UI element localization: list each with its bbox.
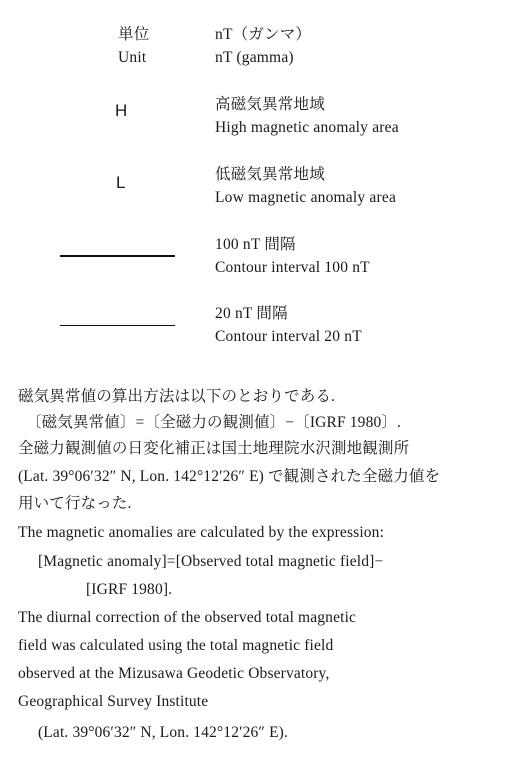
note-line: The diurnal correction of the observed total magnetic [18,609,357,626]
contour20-en: Contour interval 20 nT [215,328,362,345]
low-label-ja: 低磁気異常地域 [215,166,325,183]
note-line: [Magnetic anomaly]=[Observed total magnetic field]− [38,553,384,570]
note-line: 全磁力観測値の日変化補正は国土地理院水沢測地観測所 [18,440,410,457]
contour100-en: Contour interval 100 nT [215,259,370,276]
note-line: 用いて行なった. [18,495,132,512]
high-label-en: High magnetic anomaly area [215,119,399,136]
unit-label-ja: 単位 [118,26,150,43]
note-line: Geographical Survey Institute [18,693,209,710]
contour-line-20 [60,325,175,326]
high-symbol: H [115,101,128,120]
note-line: (Lat. 39°06′32″ N, Lon. 142°12′26″ E). [38,724,289,741]
note-line: [IGRF 1980]. [86,581,173,598]
unit-value-en: nT (gamma) [215,49,294,66]
high-label-ja: 高磁気異常地域 [215,96,325,113]
note-line: The magnetic anomalies are calculated by the expression: [18,524,385,541]
note-line: observed at the Mizusawa Geodetic Observatory, [18,665,330,682]
low-symbol: L [116,173,126,192]
contour100-ja: 100 nT 間隔 [215,236,296,253]
unit-label-en: Unit [118,49,147,66]
note-line: 磁気異常値の算出方法は以下のとおりである. [18,388,336,405]
note-line: field was calculated using the total magnetic field [18,637,334,654]
unit-value-ja: nT（ガンマ） [215,26,312,43]
note-line: 〔磁気異常値〕=〔全磁力の観測値〕−〔IGRF 1980〕. [26,414,402,431]
low-label-en: Low magnetic anomaly area [215,189,397,206]
contour20-ja: 20 nT 間隔 [215,305,288,322]
contour-line-100 [60,255,175,257]
note-line: (Lat. 39°06′32″ N, Lon. 142°12′26″ E) で観測された全磁力値を [18,468,441,485]
